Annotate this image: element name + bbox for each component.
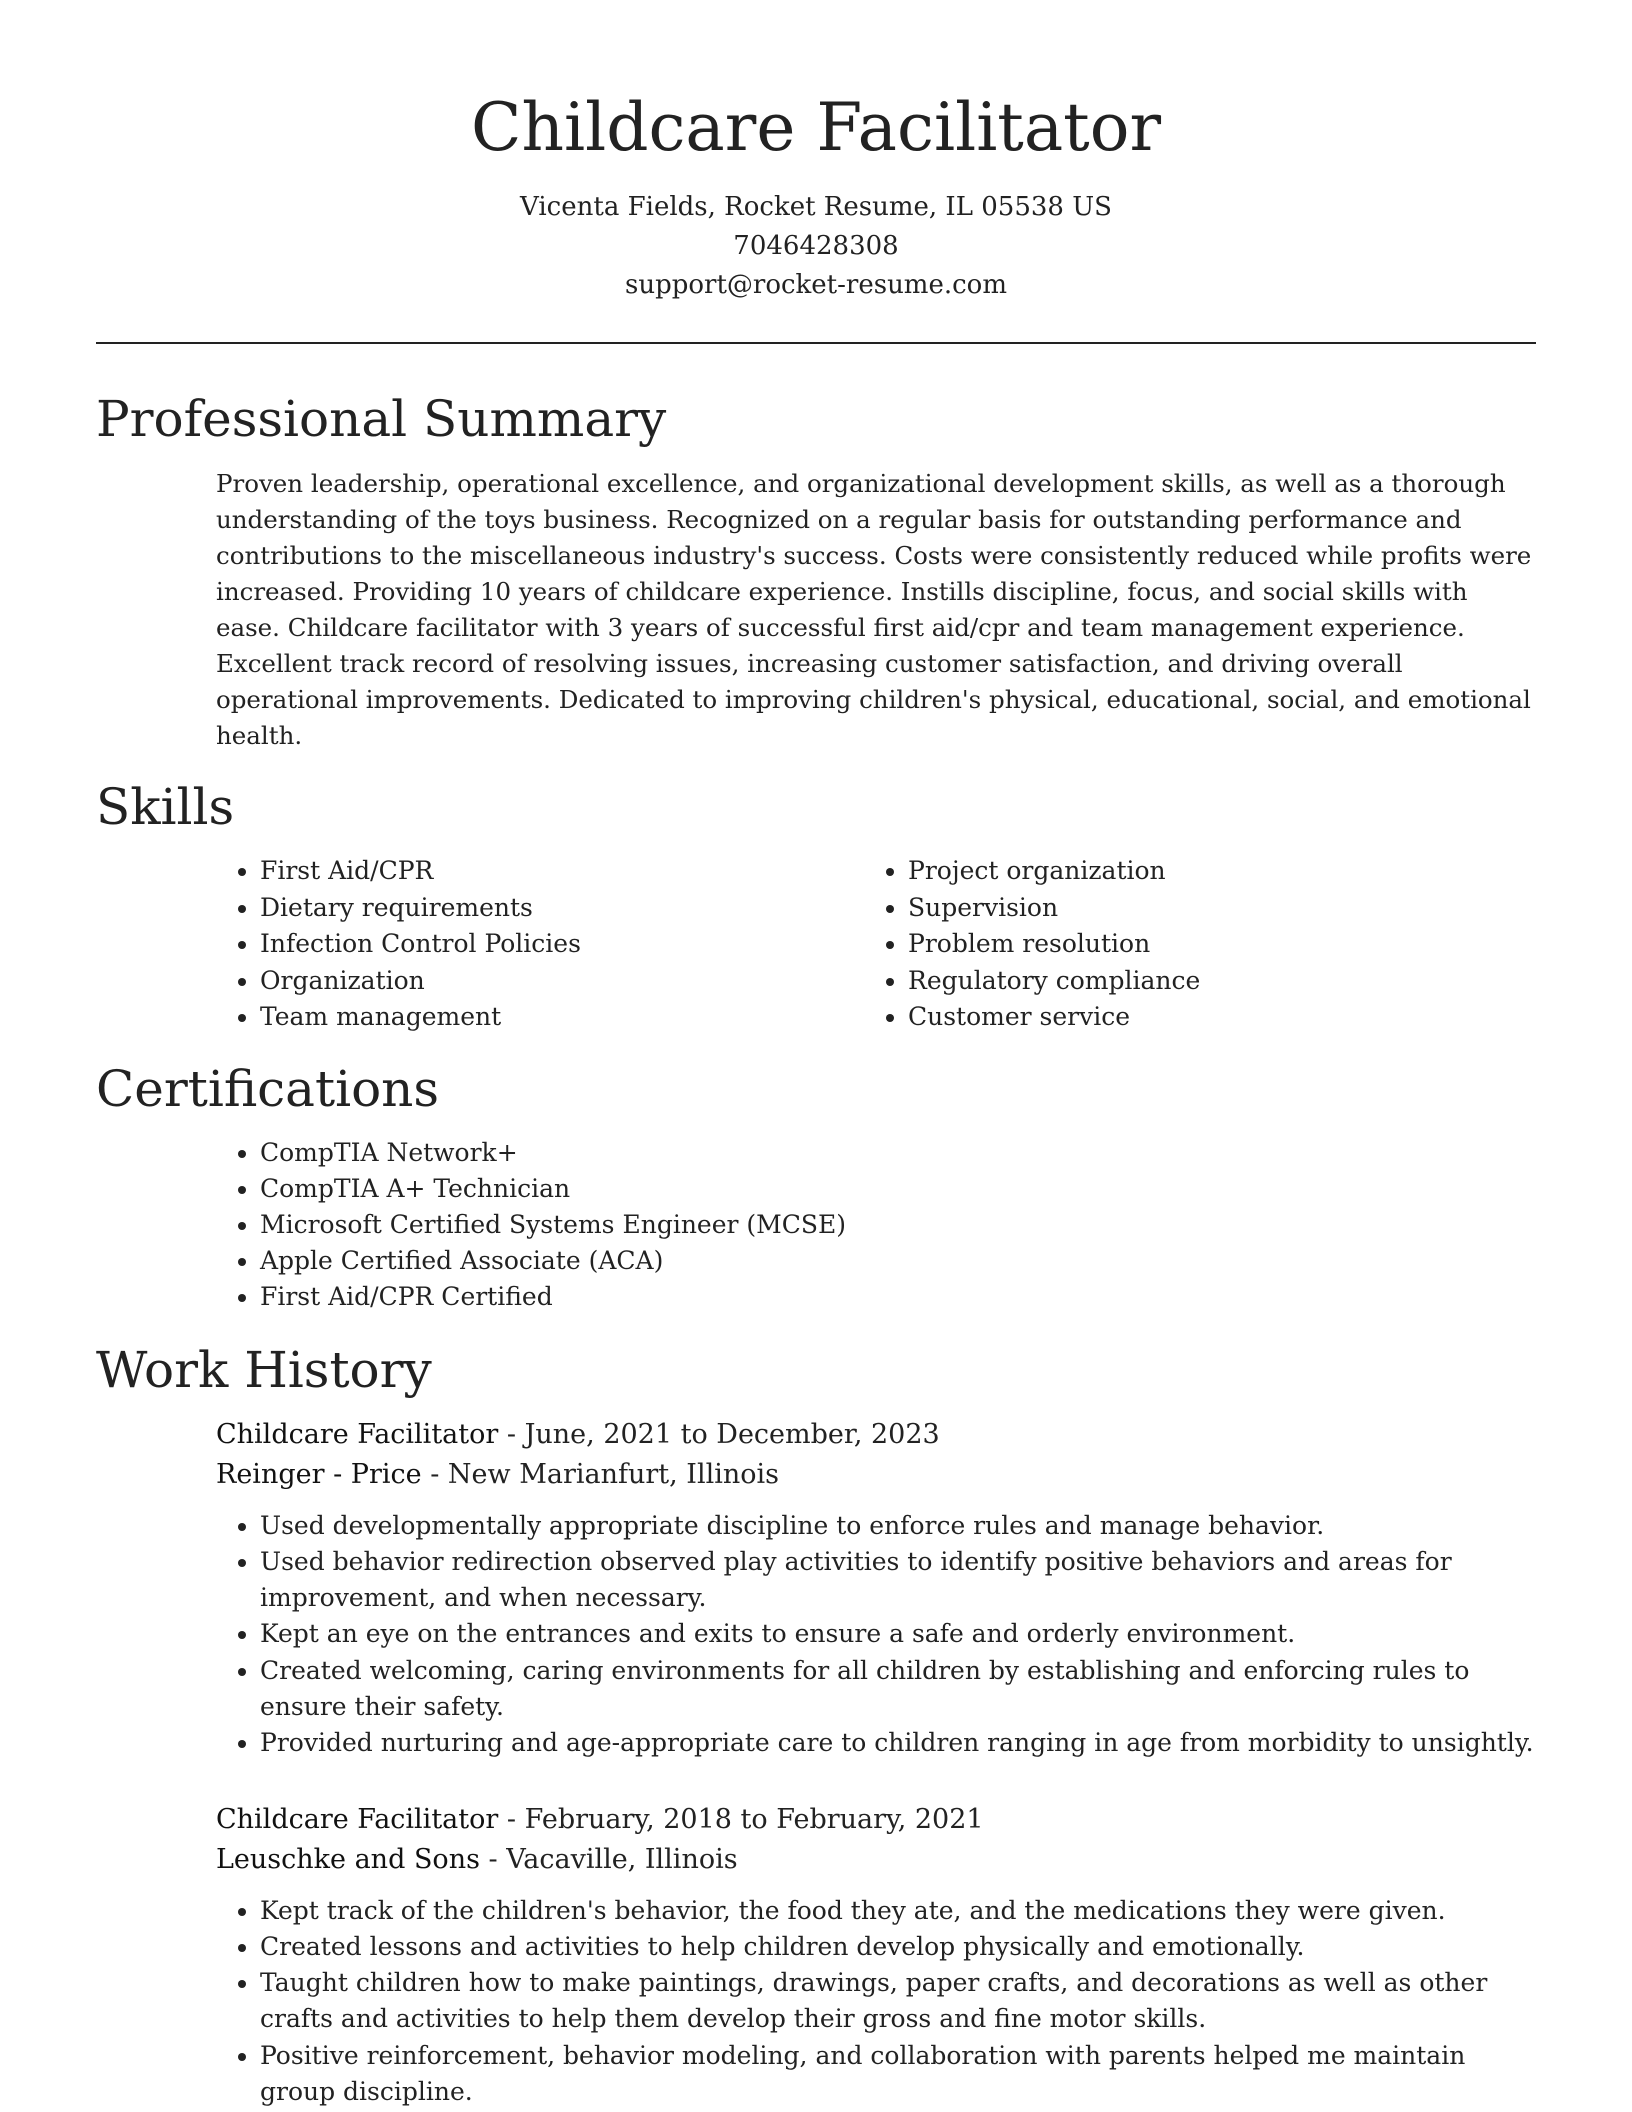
skill-item: • Infection Control Policies: [260, 926, 746, 963]
job-entry: [96, 1415, 1536, 1762]
contact-email: support@rocket-resume.com: [624, 270, 1007, 300]
job-dates: June, 2021 to December, 2023: [524, 1418, 940, 1450]
job-bullet: • Kept track of the children's behavior, the food they ate, and the medications they were given.: [260, 1893, 1536, 1929]
work-history-heading: Work History: [96, 1340, 432, 1399]
job-dates: February, 2018 to February, 2021: [524, 1803, 984, 1835]
contact-address: Vicenta Fields, Rocket Resume, IL 05538 US: [520, 192, 1112, 222]
certifications-list: [96, 1135, 1536, 1315]
skill-item: • Project organization: [908, 853, 1408, 890]
job-bullet: • Created lessons and activities to help children develop physically and emotionally.: [260, 1929, 1536, 1965]
job-title-line: Childcare Facilitator - February, 2018 to February, 2021: [216, 1803, 984, 1835]
resume-page: [96, 0, 1536, 2110]
job-title-line: Childcare Facilitator - June, 2021 to December, 2023: [216, 1418, 940, 1450]
contact-phone: 7046428308: [733, 231, 899, 261]
skills-column-1: [96, 853, 746, 1036]
skills-column-2: [746, 853, 1408, 1036]
skill-item: • Regulatory compliance: [908, 963, 1408, 1000]
job-company: Leuschke and Sons: [216, 1843, 480, 1875]
header-divider: [96, 342, 1536, 344]
skill-item: • First Aid/CPR: [260, 853, 746, 890]
skill-item: • Problem resolution: [908, 926, 1408, 963]
certifications-heading: Certifications: [96, 1059, 440, 1118]
job-bullets: [96, 1893, 1536, 2111]
job-bullet: • Used developmentally appropriate discipline to enforce rules and manage behavior.: [260, 1508, 1536, 1544]
certification-item: • CompTIA Network+: [260, 1135, 1536, 1171]
job-title: Childcare Facilitator: [216, 1418, 499, 1450]
job-location: New Marianfurt, Illinois: [447, 1458, 779, 1490]
job-bullet: • Kept an eye on the entrances and exits to ensure a safe and orderly environment.: [260, 1616, 1536, 1652]
skill-item: • Customer service: [908, 999, 1408, 1036]
skills-heading: Skills: [96, 778, 235, 836]
job-bullets: [96, 1508, 1536, 1762]
job-entry: [96, 1800, 1536, 2111]
resume-header: [96, 0, 1536, 305]
resume-title: Childcare Facilitator: [470, 89, 1161, 166]
skill-item: • Organization: [260, 963, 746, 1000]
skill-item: • Supervision: [908, 890, 1408, 927]
job-company: Reinger - Price: [216, 1458, 422, 1490]
job-bullet: • Positive reinforcement, behavior modeling, and collaboration with parents helped me maintain group discipline.: [260, 2038, 1536, 2111]
job-bullet: • Created welcoming, caring environments for all children by establishing and enforcing rules to ensure their safety.: [260, 1653, 1536, 1726]
summary-text: Proven leadership, operational excellence, and organizational development skills, as well as a thorough understanding of the toys business. Recognized on a regular basis for outstanding performance and contributions to the miscellaneous industry's success. Costs were consistently reduced while profits were increased. Providing 10 years of childcare experience. Instills discipline, focus, and social skills with ease. Childcare facilitator with 3 years of successful first aid/cpr and team management experience. Excellent track record of resolving issues, increasing customer satisfaction, and driving overall operational improvements. Dedicated to improving children's physical, educational, social, and emotional health.: [216, 469, 1532, 750]
summary-heading: Professional Summary: [96, 390, 667, 448]
job-bullet: • Provided nurturing and age-appropriate care to children ranging in age from morbidity to unsightly.: [260, 1725, 1536, 1761]
certification-item: • Apple Certified Associate (ACA): [260, 1243, 1536, 1279]
contact-block: [96, 188, 1536, 305]
skills-list: [96, 853, 1536, 1036]
certification-item: • Microsoft Certified Systems Engineer (MCSE): [260, 1207, 1536, 1243]
skill-item: • Team management: [260, 999, 746, 1036]
certification-item: • First Aid/CPR Certified: [260, 1279, 1536, 1315]
certification-item: • CompTIA A+ Technician: [260, 1171, 1536, 1207]
job-title: Childcare Facilitator: [216, 1803, 499, 1835]
skill-item: • Dietary requirements: [260, 890, 746, 927]
job-header: [216, 1415, 1536, 1495]
job-bullet: • Taught children how to make paintings, drawings, paper crafts, and decorations as well as other crafts and activities to help them develop their gross and fine motor skills.: [260, 1965, 1536, 2038]
job-company-line: Leuschke and Sons - Vacaville, Illinois: [216, 1843, 738, 1875]
job-bullet: • Used behavior redirection observed play activities to identify positive behaviors and areas for improvement, and when necessary.: [260, 1544, 1536, 1617]
job-location: Vacaville, Illinois: [506, 1843, 738, 1875]
job-header: [216, 1800, 1536, 1880]
job-company-line: Reinger - Price - New Marianfurt, Illinois: [216, 1458, 779, 1490]
